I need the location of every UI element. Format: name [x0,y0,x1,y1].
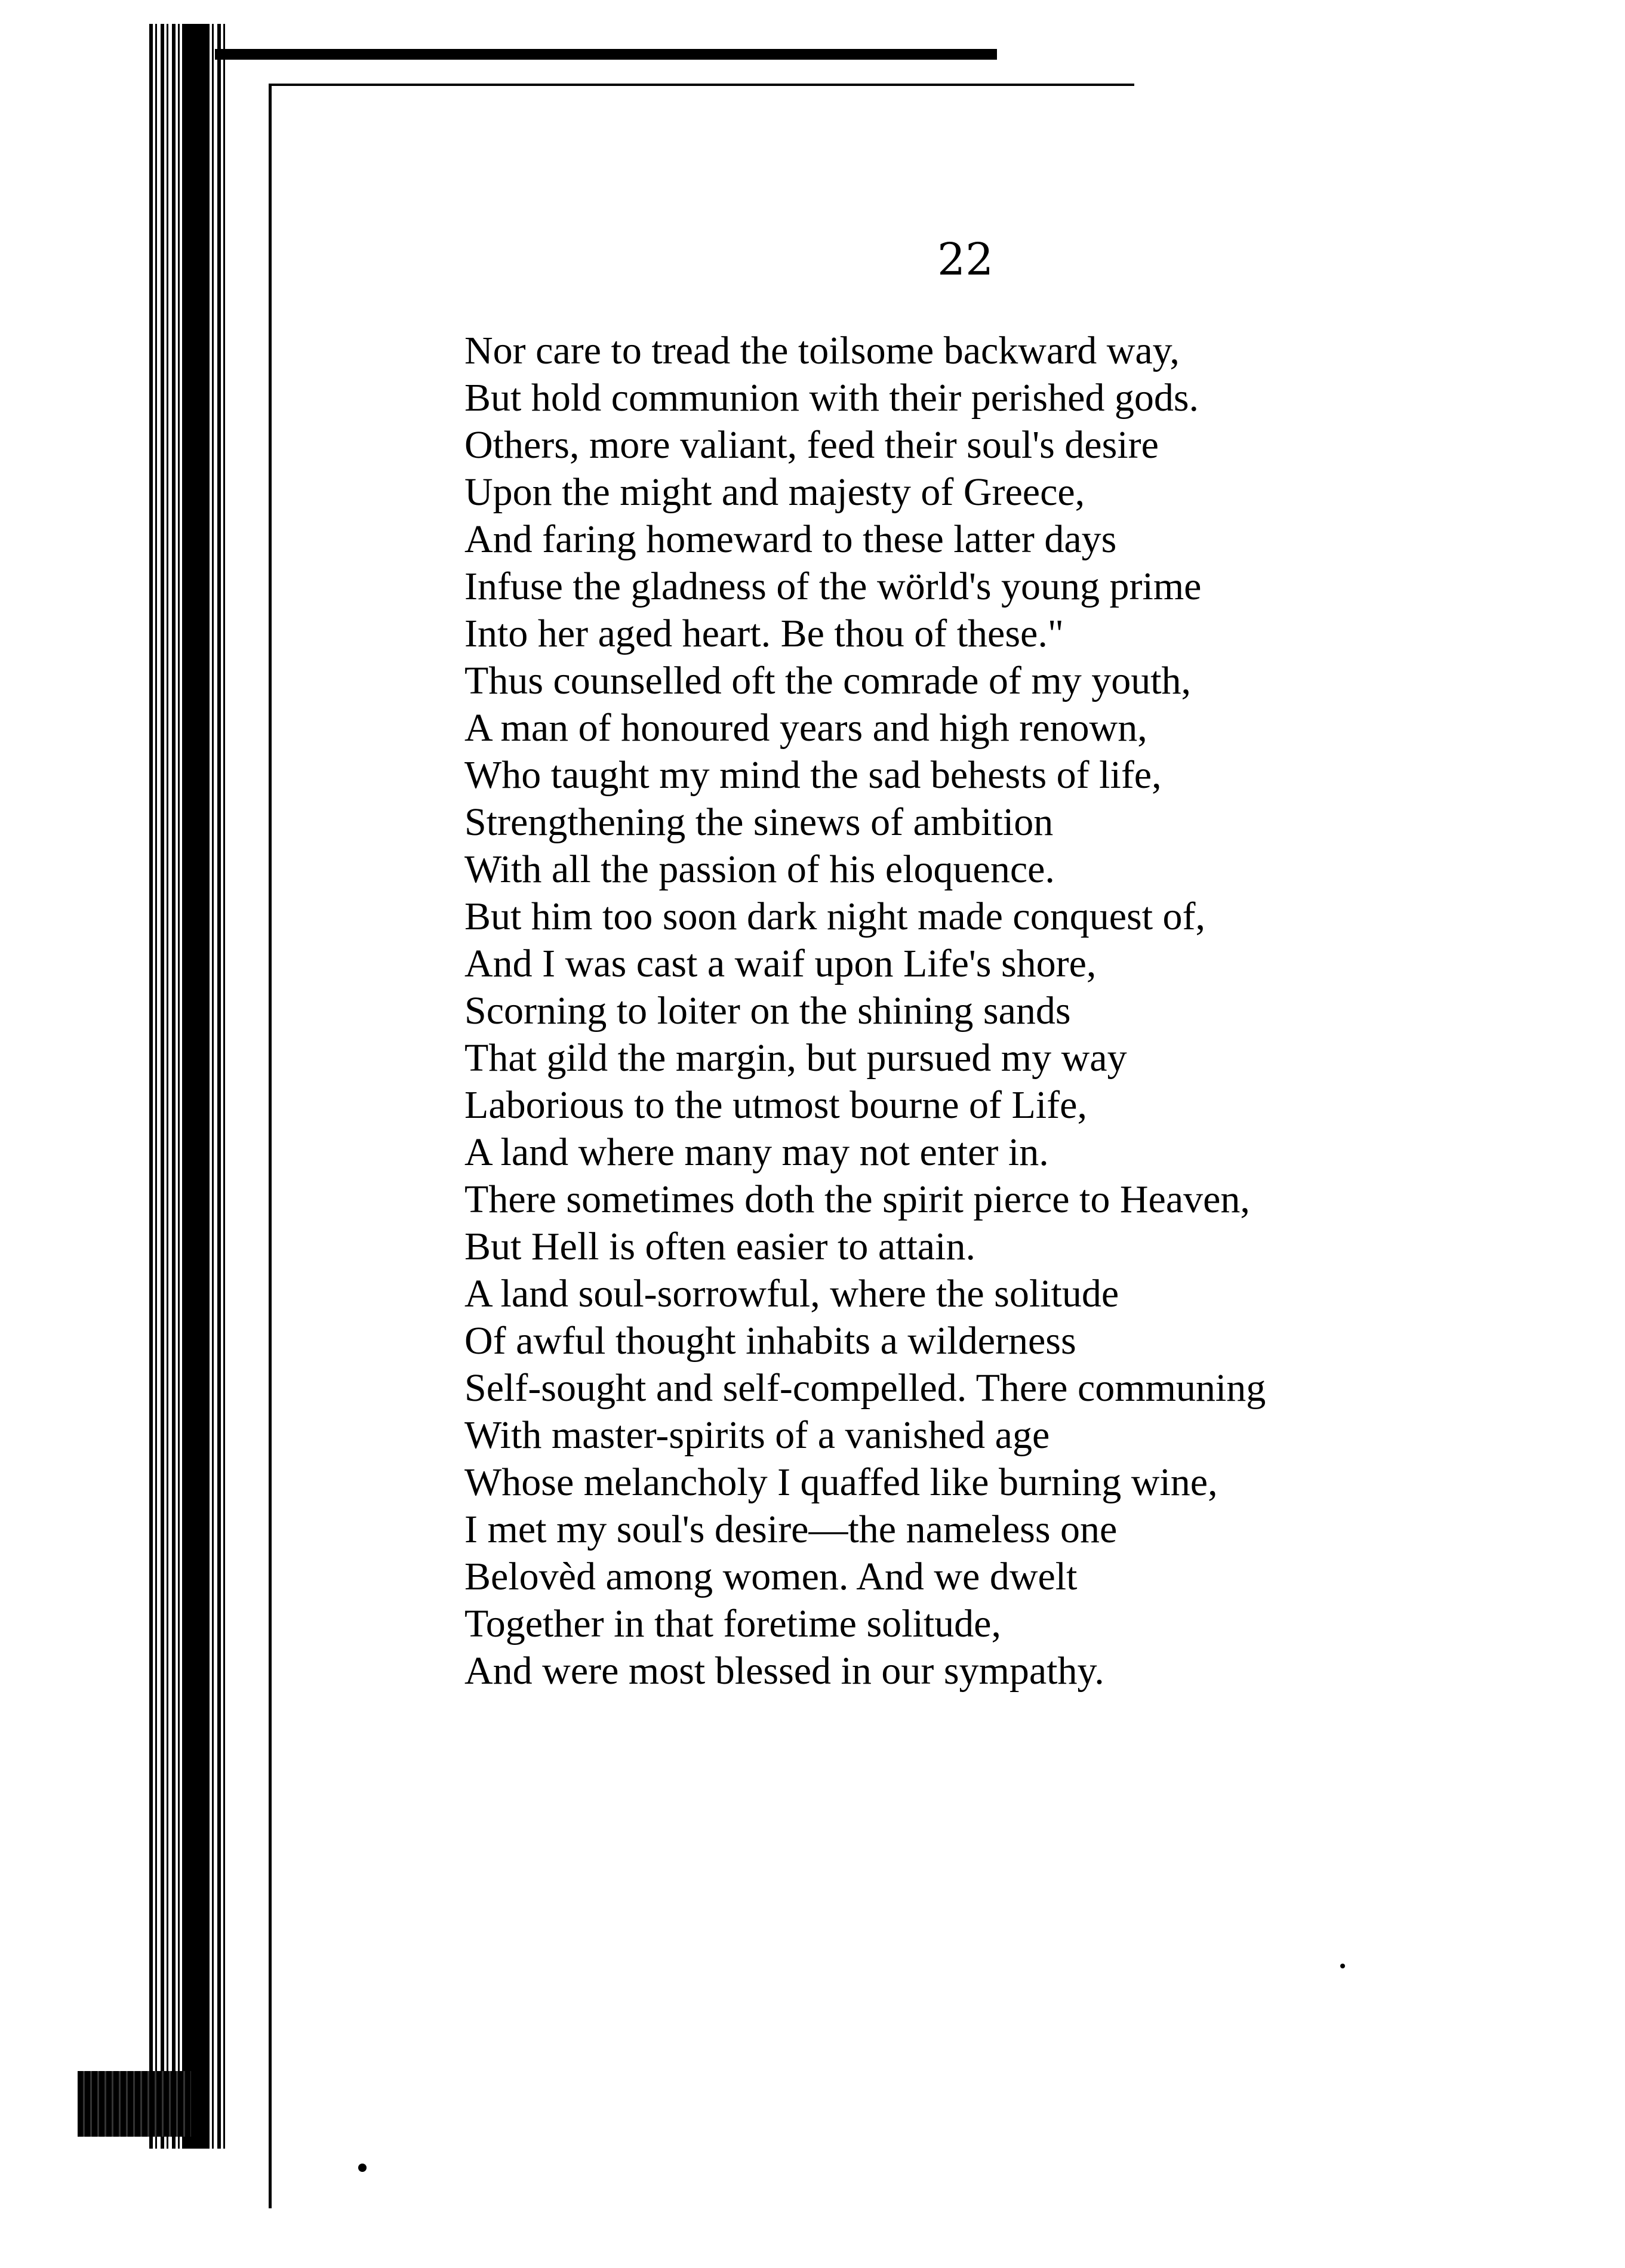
poem-line: A land where many may not enter in. [464,1130,1049,1174]
poem-line: With master-spirits of a vanished age [464,1413,1050,1457]
poem-line: Belovèd among women. And we dwelt [464,1555,1078,1598]
poem-line: Infuse the gladness of the wörld's young prime [464,565,1202,608]
ink-speck [358,2164,367,2172]
poem-line: And I was cast a waif upon Life's shore, [464,942,1097,985]
page-top-edge [269,84,1134,86]
poem-line: A land soul-sorrowful, where the solitude [464,1272,1119,1315]
poem-line: And faring homeward to these latter days [464,517,1117,561]
poem-line: Others, more valiant, feed their soul's desire [464,423,1159,467]
poem-line: Into her aged heart. Be thou of these." [464,612,1064,655]
poem-line: Upon the might and majesty of Greece, [464,470,1085,514]
poem-line: But him too soon dark night made conquest of, [464,895,1206,938]
poem-line: But Hell is often easier to attain. [464,1225,975,1268]
poem-line: Scorning to loiter on the shining sands [464,989,1071,1033]
poem-line: Thus counselled oft the comrade of my youth, [464,659,1192,702]
binding-shadow [182,24,207,2149]
poem-line: A man of honoured years and high renown, [464,706,1147,750]
ink-speck [1340,1964,1345,1968]
poem-line: There sometimes doth the spirit pierce to Heaven, [464,1178,1250,1221]
poem-line: Whose melancholy I quaffed like burning wine, [464,1460,1218,1504]
poem-line: Together in that foretime solitude, [464,1602,1001,1645]
poem-line: Of awful thought inhabits a wilderness [464,1319,1076,1363]
poem-text [464,327,1266,1694]
page-left-edge [269,84,272,2208]
poem-line: Strengthening the sinews of ambition [464,800,1054,844]
poem-line: That gild the margin, but pursued my way [464,1036,1127,1080]
poem-line: I met my soul's desire—the nameless one [464,1508,1118,1551]
poem-line: But hold communion with their perished gods. [464,376,1199,420]
top-border-rule [215,49,997,60]
poem-line: Self-sought and self-compelled. There communing [464,1366,1266,1410]
poem-line: Nor care to tread the toilsome backward way, [464,329,1180,372]
poem-line: Who taught my mind the sad behests of life, [464,753,1162,797]
page-number: 22 [937,234,994,285]
poem-line: And were most blessed in our sympathy. [464,1649,1104,1693]
poem-line: Laborious to the utmost bourne of Life, [464,1083,1087,1127]
binding-foot [78,2071,191,2137]
poem-line: With all the passion of his eloquence. [464,848,1055,891]
